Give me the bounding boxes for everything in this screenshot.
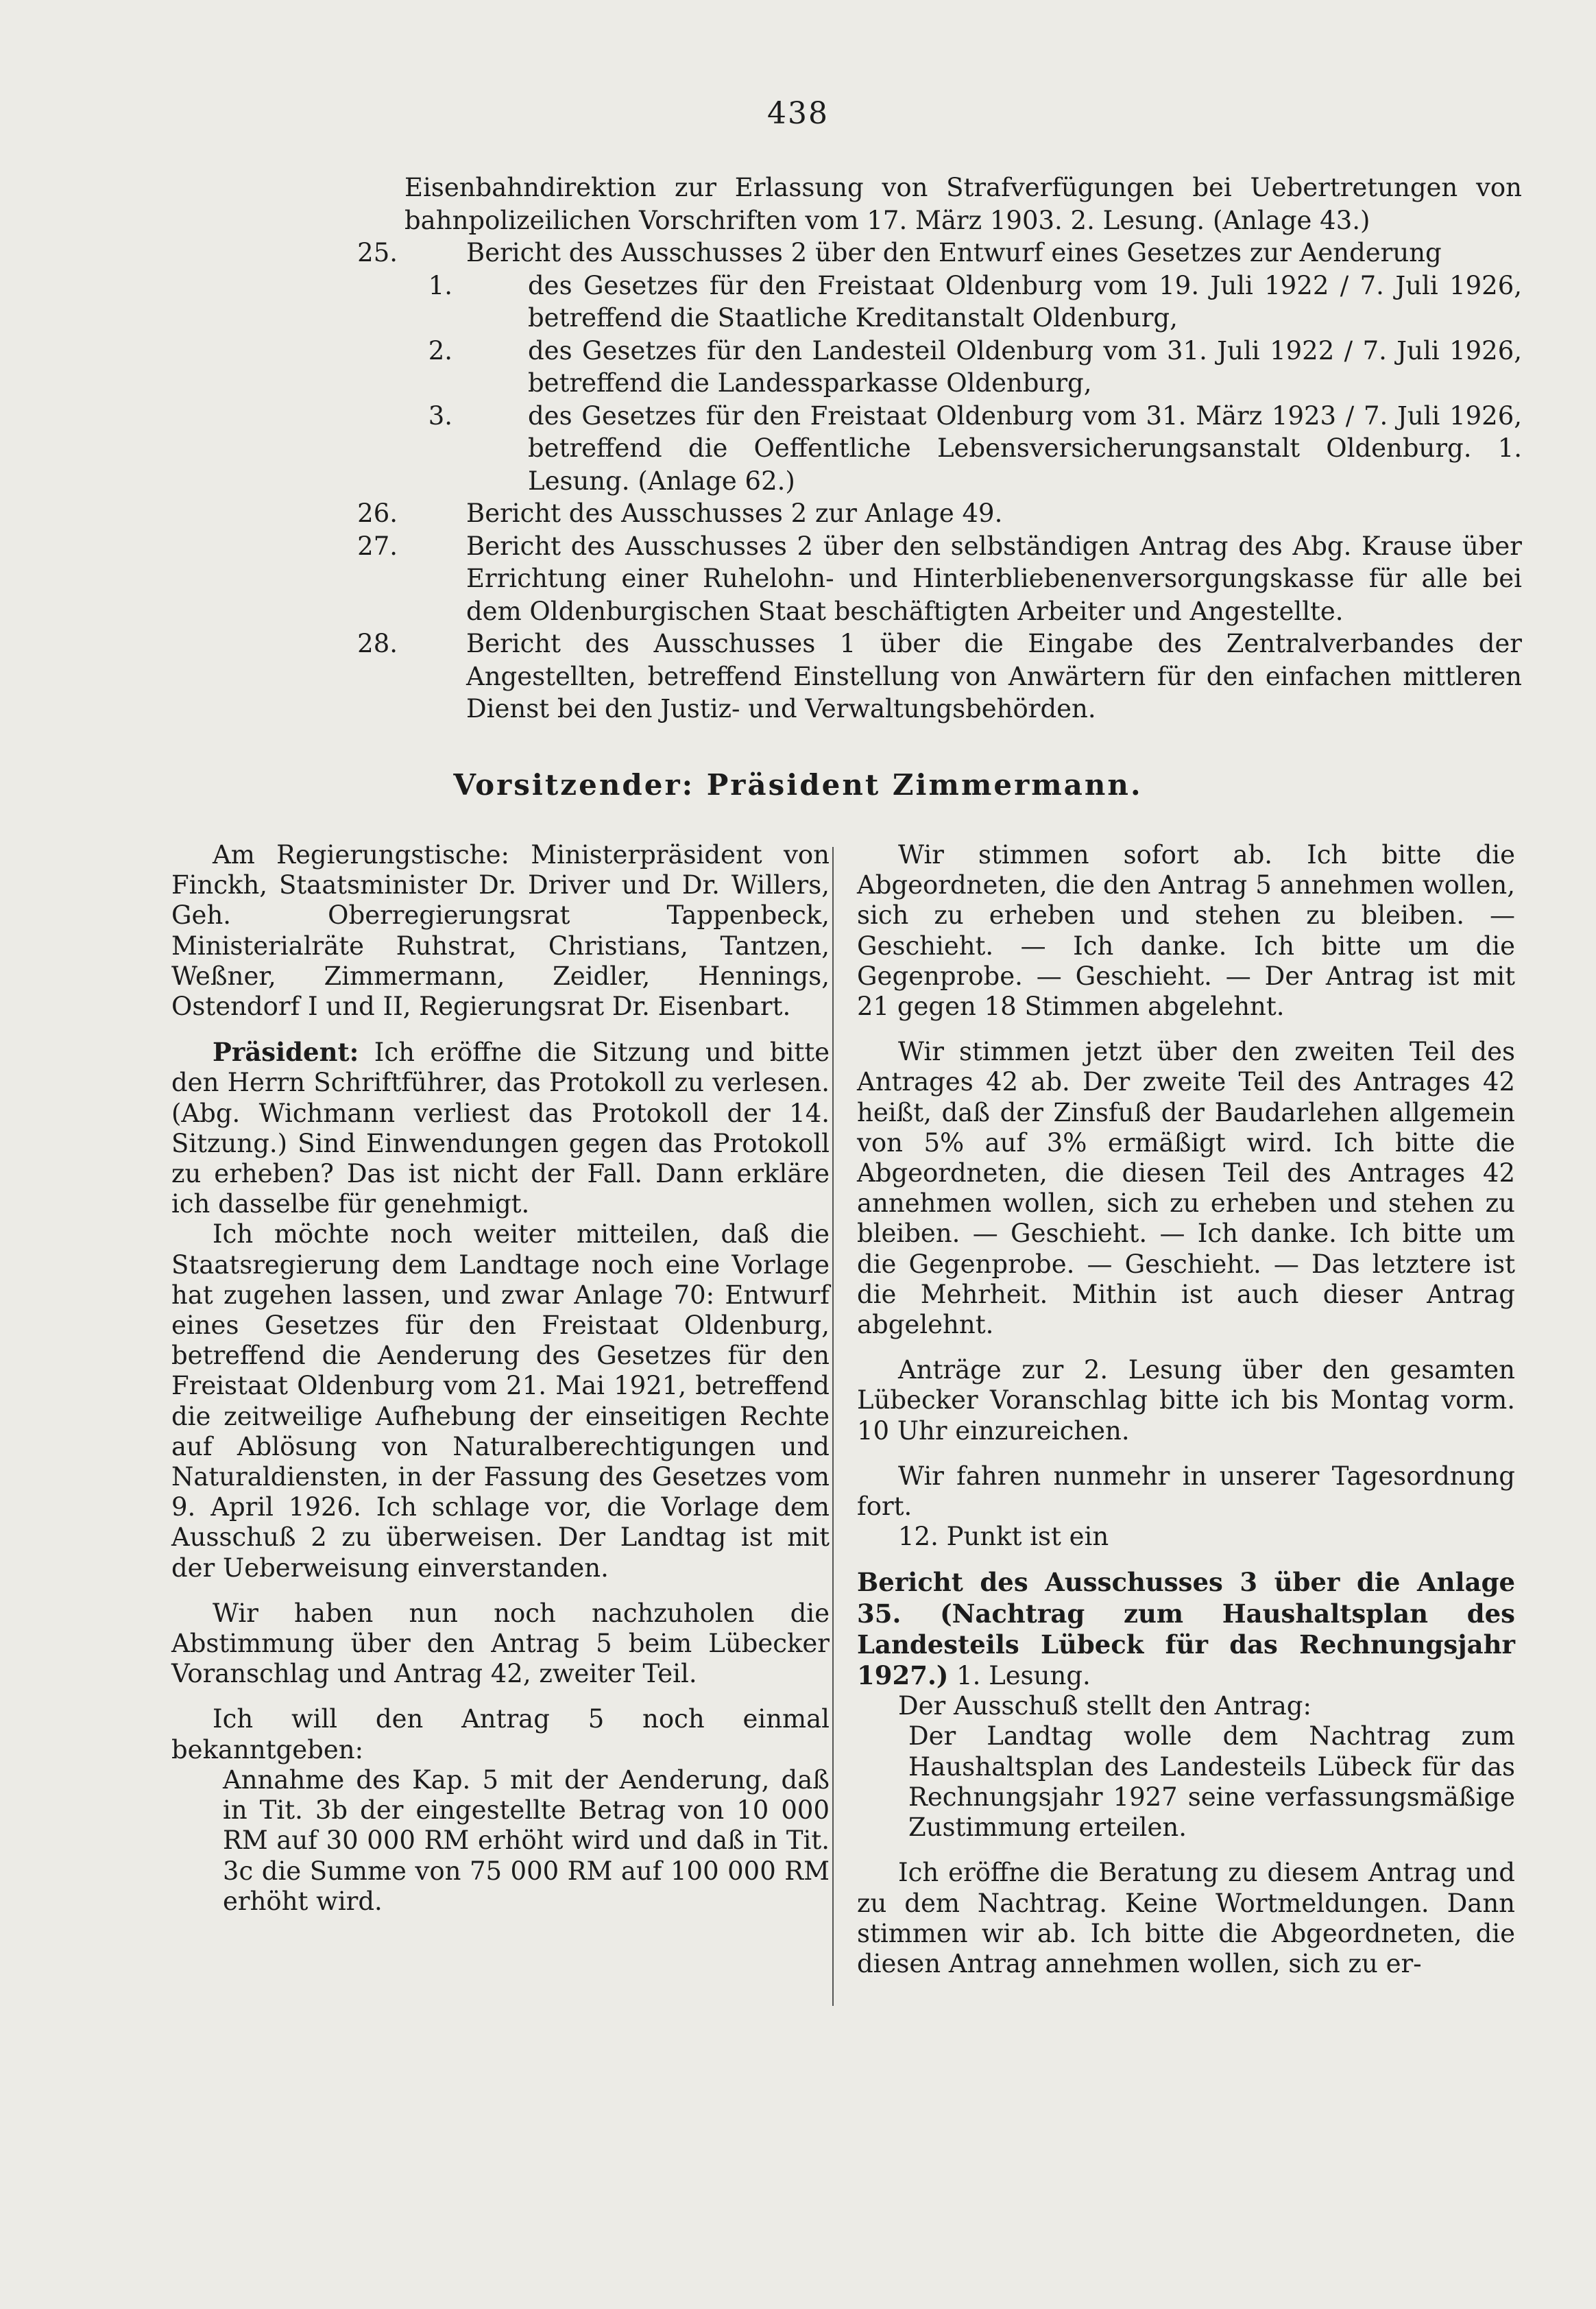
paragraph: Wir stimmen jetzt über den zweiten Teil des Antrages 42 ab. Der zweite Teil des Antrages 42 heißt, daß der Zinsfuß der Baudarlehen allgemein von 5% auf 3% ermäßigt wird. Ich bitte die Abgeordneten, die diesen Teil des Antrages 42 annehmen wollen, sich zu erheben und stehen zu bleiben. — Geschieht. — Ich danke. Ich bitte um die Gegenprobe. — Geschieht. — Das letztere ist die Mehrheit. Mithin ist auch dieser Antrag abgelehnt. <box>857 1037 1515 1340</box>
presider-heading: Vorsitzender: Präsident Zimmermann. <box>453 768 1143 802</box>
paragraph: 12. Punkt ist ein <box>898 1522 1109 1552</box>
agenda-item-number: 26. <box>357 499 398 528</box>
agenda-item-text: Bericht des Ausschusses 2 über den selbständigen Antrag des Abg. Krause über Errichtung einer Ruhelohn- und Hinterbliebenenversorgungskasse für alle bei dem Oldenburgischen Staat beschäftigten Arbeiter und Angestellte. <box>466 531 1522 626</box>
agenda-item-text: Bericht des Ausschusses 1 über die Eingabe des Zentralverbandes der Angestellten, betreffend Einstellung von Anwärtern für den einfachen mittleren Dienst bei den Justiz- und Verwaltungsbehörden. <box>466 629 1522 723</box>
agenda-item-26 <box>357 497 1522 530</box>
motion-quote: Annahme des Kap. 5 mit der Aenderung, daß in Tit. 3b der eingestellte Betrag von 10 000 RM auf 30 000 RM erhöht wird und daß in Tit. 3c die Summe von 75 000 RM auf 100 000 RM erhöht wird. <box>223 1764 830 1916</box>
agenda-subitem <box>428 270 1522 335</box>
subitem-text: des Gesetzes für den Landesteil Oldenburg vom 31. Juli 1922 / 7. Juli 1926, betreffend die Landessparkasse Oldenburg, <box>528 335 1522 398</box>
paragraph: Ich möchte noch weiter mitteilen, daß die Staatsregierung dem Landtage noch eine Vorlage hat zugehen lassen, und zwar Anlage 70: Entwurf eines Gesetzes für den Freistaat Oldenburg, betreffend die Aenderung des Gesetzes für den Freistaat Oldenburg vom 21. Mai 1921, betreffend die zeitweilige Aufhebung der einseitigen Rechte auf Ablösung von Naturalberechtigungen und Naturaldiensten, in der Fassung des Gesetzes vom 9. April 1926. Ich schlage vor, die Vorlage dem Ausschuß 2 zu überweisen. Der Landtag ist mit der Ueberweisung einverstanden. <box>171 1219 830 1583</box>
president-opening <box>171 1037 830 1219</box>
motion-quote: Der Landtag wolle dem Nachtrag zum Haushaltsplan des Landesteils Lübeck für das Rechnungsjahr 1927 seine verfassungsmäßige Zustimmung erteilen. <box>908 1721 1515 1843</box>
agenda-section <box>357 171 1522 726</box>
agenda-subitem <box>428 400 1522 498</box>
column-divider <box>832 847 834 2006</box>
agenda-item-text: Bericht des Ausschusses 2 über den Entwurf eines Gesetzes zur Aenderung <box>466 238 1442 267</box>
subitem-text: des Gesetzes für den Freistaat Oldenburg vom 31. März 1923 / 7. Juli 1926, betreffend die Oeffentliche Lebensversicherungsanstalt Oldenburg. 1. Lesung. (Anlage 62.) <box>528 400 1522 496</box>
paragraph: Anträge zur 2. Lesung über den gesamten Lübecker Voranschlag bitte ich bis Montag vorm. 10 Uhr einzureichen. <box>857 1355 1515 1446</box>
agenda-intro: Eisenbahndirektion zur Erlassung von Strafverfügungen bei Uebertretungen von bahnpolizeilichen Vorschriften vom 17. März 1903. 2. Lesung. (Anlage 43.) <box>404 173 1522 235</box>
agenda-item-28 <box>357 627 1522 726</box>
subitem-number: 3. <box>428 400 452 431</box>
government-bench: Am Regierungstische: Ministerpräsident von Finckh, Staatsminister Dr. Driver und Dr. Willers, Geh. Oberregierungsrat Tappenbeck, Ministerialräte Ruhstrat, Christians, Tantzen, Weßner, Zimmermann, Zeidler, Hennings, Ostendorf I und II, Regierungsrat Dr. Eisenbart. <box>171 840 830 1022</box>
subitem-text: des Gesetzes für den Freistaat Oldenburg vom 19. Juli 1922 / 7. Juli 1926, betreffend die Staatliche Kreditanstalt Oldenburg, <box>528 270 1522 333</box>
agenda-item-number: 25. <box>357 238 398 267</box>
paragraph: Ich eröffne die Beratung zu diesem Antrag und zu dem Nachtrag. Keine Wortmeldungen. Dann stimmen wir ab. Ich bitte die Abgeordneten, die diesen Antrag annehmen wollen, sich zu er- <box>857 1858 1515 1978</box>
agenda-item-number: 28. <box>357 629 398 658</box>
paragraph-text: Ich eröffne die Sitzung und bitte den Herrn Schriftführer, das Protokoll zu verlesen. (Abg. Wichmann verliest das Protokoll der 14. Sitzung.) Sind Einwendungen gegen das Protokoll zu erheben? Das ist nicht der Fall. Dann erkläre ich dasselbe für genehmigt. <box>171 1038 830 1219</box>
paragraph: Der Ausschuß stellt den Antrag: <box>898 1691 1311 1721</box>
right-column <box>857 840 1515 1979</box>
paragraph: Wir haben nun noch nachzuholen die Abstimmung über den Antrag 5 beim Lübecker Voranschlag und Antrag 42, zweiter Teil. <box>171 1598 830 1689</box>
page-number: 438 <box>767 96 829 131</box>
agenda-subitem <box>428 335 1522 400</box>
agenda-item-27 <box>357 530 1522 628</box>
report-title <box>857 1567 1515 1691</box>
report-reading: 1. Lesung. <box>956 1661 1091 1691</box>
paragraph: Ich will den Antrag 5 noch einmal bekanntgeben: <box>171 1704 830 1764</box>
left-column <box>171 840 830 1917</box>
agenda-item-text: Bericht des Ausschusses 2 zur Anlage 49. <box>466 499 1003 528</box>
agenda-item-25 <box>357 237 1522 497</box>
subitem-number: 2. <box>428 335 452 366</box>
paragraph: Wir fahren nunmehr in unserer Tagesordnung fort. <box>857 1461 1515 1522</box>
paragraph: Wir stimmen sofort ab. Ich bitte die Abgeordneten, die den Antrag 5 annehmen wollen, sich zu erheben und stehen zu bleiben. — Geschieht. — Ich danke. Ich bitte um die Gegenprobe. — Geschieht. — Der Antrag ist mit 21 gegen 18 Stimmen abgelehnt. <box>857 840 1515 1022</box>
speaker-label: Präsident: <box>213 1037 359 1068</box>
subitem-number: 1. <box>428 270 452 300</box>
agenda-item-number: 27. <box>357 531 398 561</box>
report-title-bold: Bericht des Ausschusses 3 über die Anlage 35. (Nachtrag zum Haushaltsplan des Landesteils Lübeck für das Rechnungsjahr 1927.) <box>857 1567 1515 1691</box>
